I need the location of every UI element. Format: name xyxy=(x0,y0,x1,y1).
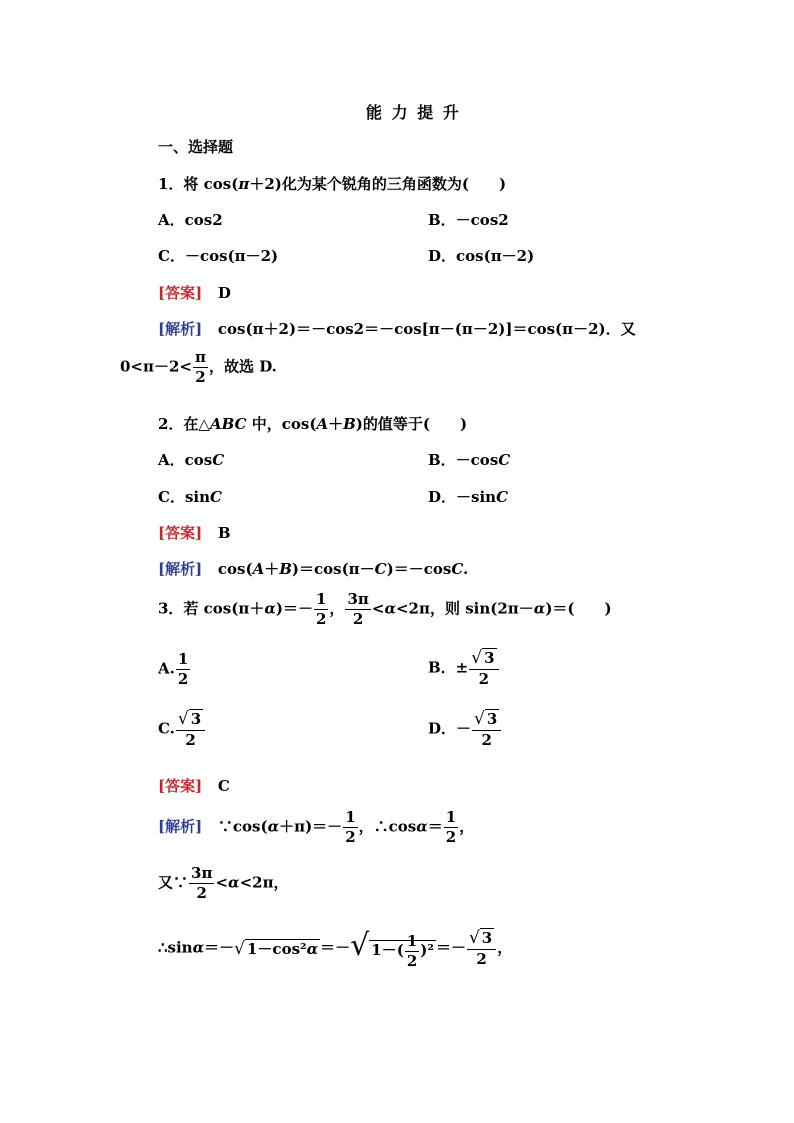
answer-tag: [答案] xyxy=(158,284,203,302)
question-2-stem: 2．在△ABC 中，cos(A＋B)的值等于( ) xyxy=(158,415,468,433)
q1-option-b: B．－cos2 xyxy=(428,211,509,229)
q1-option-a: A．cos2 xyxy=(158,211,223,229)
q3-explanation-line3: ∴sinα＝－√ 1－cos²α ＝－√ 1－( $\frac{1}{2}$ )² ＝－ $\frac{√ 3}{2}$ ， xyxy=(158,927,513,970)
q1-explanation-line2: 0<π－2< $\frac{\pi}{2}$ ，故选 D. xyxy=(120,348,277,386)
question-1-stem: 1．将 cos(π＋2)化为某个锐角的三角函数为( ) xyxy=(158,175,507,193)
answer-tag: [答案] xyxy=(158,777,203,795)
q3-option-b: B．± $\frac{√ 3}{2}$ xyxy=(428,650,500,687)
q3-answer: [答案] C xyxy=(158,777,230,795)
q2-option-d: D．－sinC xyxy=(428,488,509,506)
q2-option-a: A．cosC xyxy=(158,451,225,469)
explanation-tag: [解析] xyxy=(158,817,203,836)
section-heading: 一、选择题 xyxy=(158,138,234,156)
q1-explanation-line1: [解析] cos(π＋2)＝－cos2＝－cos[π－(π－2)]＝cos(π－2)．又 xyxy=(158,320,636,338)
q3-explanation-line2: 又∵ $\frac{3\pi}{2}$ <α<2π， xyxy=(158,864,289,902)
question-3-stem: 3．若 cos(π＋α)＝－ $\frac{1}{2}$ ， $\frac{3\pi}{2}$ <α<2π，则 sin(2π－α)＝( ) xyxy=(158,590,612,628)
q3-option-d: D．－ $\frac{√ 3}{2}$ xyxy=(428,711,502,748)
q3-option-a: A. $\frac{1}{2}$ xyxy=(158,650,189,688)
explanation-tag: [解析] xyxy=(158,560,203,578)
q2-option-b: B．－cosC xyxy=(428,451,511,469)
explanation-tag: [解析] xyxy=(158,320,203,338)
q1-option-d: D．cos(π－2) xyxy=(428,247,535,265)
q1-answer: [答案] D xyxy=(158,284,231,302)
q2-explanation: [解析] cos(A＋B)＝cos(π－C)＝－cosC. xyxy=(158,560,469,578)
answer-tag: [答案] xyxy=(158,524,203,542)
page-title: 能 力 提 升 xyxy=(366,103,461,122)
q2-option-c: C．sinC xyxy=(158,488,222,506)
q3-option-c: C. $\frac{√ 3}{2}$ xyxy=(158,711,206,748)
q2-answer: [答案] B xyxy=(158,524,231,542)
q3-explanation-line1: [解析] ∵cos(α＋π)＝－ $\frac{1}{2}$ ，∴cosα＝ $\frac{1}{2}$ ， xyxy=(158,808,475,846)
q1-option-c: C．－cos(π－2) xyxy=(158,247,279,265)
